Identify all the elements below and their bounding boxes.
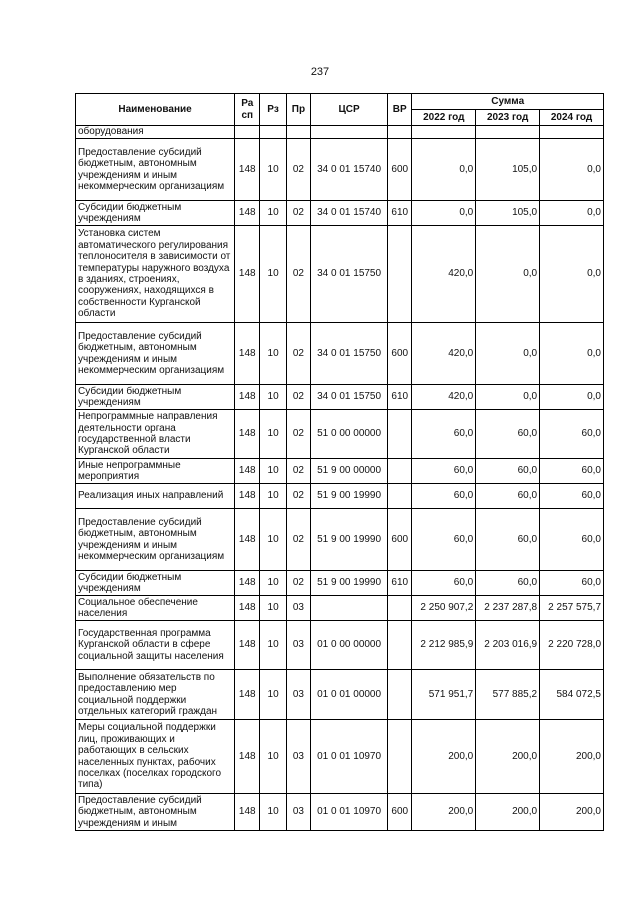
row-rasp: 148 [235,571,260,596]
row-sum-2022: 60,0 [412,571,476,596]
row-sum-2023: 105,0 [476,139,540,201]
header-csr: ЦСР [311,94,388,126]
table-row [76,596,604,621]
row-rasp: 148 [235,509,260,571]
table-row [76,410,604,459]
row-rz: 10 [260,484,286,509]
row-rasp: 148 [235,385,260,410]
row-sum-2022: 571 951,7 [412,670,476,720]
row-vr: 610 [388,201,412,226]
table-row [76,621,604,670]
row-sum-2022: 200,0 [412,794,476,831]
row-rasp: 148 [235,670,260,720]
row-sum-2024: 0,0 [540,201,604,226]
row-csr: 34 0 01 15750 [311,323,388,385]
row-sum-2024: 0,0 [540,139,604,201]
row-rasp: 148 [235,201,260,226]
row-csr: 34 0 01 15750 [311,385,388,410]
row-sum-2024 [540,126,604,139]
row-rz: 10 [260,385,286,410]
row-sum-2024: 60,0 [540,571,604,596]
row-rz: 10 [260,139,286,201]
row-pr: 03 [286,621,310,670]
row-rasp: 148 [235,139,260,201]
page-number: 237 [310,66,330,78]
row-sum-2024: 60,0 [540,459,604,484]
row-csr: 01 0 01 10970 [311,720,388,794]
row-csr: 01 0 01 10970 [311,794,388,831]
row-sum-2022: 60,0 [412,484,476,509]
row-rasp: 148 [235,720,260,794]
row-pr: 02 [286,410,310,459]
row-sum-2022: 0,0 [412,139,476,201]
row-sum-2022: 2 212 985,9 [412,621,476,670]
row-sum-2024: 60,0 [540,484,604,509]
row-sum-2022: 420,0 [412,323,476,385]
row-rz: 10 [260,596,286,621]
row-rasp: 148 [235,621,260,670]
row-sum-2024: 584 072,5 [540,670,604,720]
header-sum: Сумма [412,94,604,110]
table-row [76,323,604,385]
row-sum-2022 [412,126,476,139]
row-rz: 10 [260,201,286,226]
row-sum-2024: 0,0 [540,226,604,323]
row-vr: 600 [388,323,412,385]
table-row [76,201,604,226]
row-sum-2022: 420,0 [412,226,476,323]
table-row [76,720,604,794]
row-sum-2024: 60,0 [540,410,604,459]
row-sum-2023: 0,0 [476,323,540,385]
row-sum-2023: 200,0 [476,794,540,831]
row-sum-2022: 60,0 [412,509,476,571]
row-rz: 10 [260,226,286,323]
row-sum-2023: 105,0 [476,201,540,226]
row-name: Предоставление субсидий бюджетным, автономным учреждениям и иным [76,794,235,831]
row-rasp: 148 [235,226,260,323]
table-row [76,226,604,323]
row-csr: 34 0 01 15740 [311,139,388,201]
row-sum-2023 [476,126,540,139]
row-name: Установка систем автоматического регулирования теплоносителя в зависимости от температуры наружного воздуха в зданиях, строениях, сооружениях, находящихся в собственности Курганской области [76,226,235,323]
row-csr: 01 0 00 00000 [311,621,388,670]
row-csr: 01 0 01 00000 [311,670,388,720]
row-sum-2023: 60,0 [476,484,540,509]
row-pr: 03 [286,720,310,794]
row-name: Иные непрограммные мероприятия [76,459,235,484]
row-vr: 600 [388,794,412,831]
row-name: оборудования [76,126,235,139]
row-name: Непрограммные направления деятельности органа государственной власти Курганской области [76,410,235,459]
row-pr: 02 [286,323,310,385]
row-name: Предоставление субсидий бюджетным, автономным учреждениям и иным некоммерческим организациям [76,323,235,385]
row-sum-2023: 200,0 [476,720,540,794]
header-rasp: Ра сп [235,94,260,126]
row-vr [388,621,412,670]
row-name: Субсидии бюджетным учреждениям [76,385,235,410]
row-rz: 10 [260,621,286,670]
row-sum-2024: 2 220 728,0 [540,621,604,670]
row-csr: 51 9 00 19990 [311,484,388,509]
row-csr: 51 0 00 00000 [311,410,388,459]
row-name: Социальное обеспечение населения [76,596,235,621]
row-sum-2022: 2 250 907,2 [412,596,476,621]
row-rasp: 148 [235,323,260,385]
row-pr: 02 [286,484,310,509]
row-vr [388,410,412,459]
row-rz: 10 [260,794,286,831]
header-2024: 2024 год [540,110,604,126]
table-row [76,794,604,831]
row-pr: 02 [286,459,310,484]
row-sum-2023: 2 237 287,8 [476,596,540,621]
row-rz: 10 [260,459,286,484]
header-2023: 2023 год [476,110,540,126]
table-row [76,139,604,201]
row-rz: 10 [260,509,286,571]
row-rz: 10 [260,571,286,596]
row-sum-2022: 60,0 [412,459,476,484]
row-rz [260,126,286,139]
row-sum-2022: 200,0 [412,720,476,794]
row-pr: 03 [286,596,310,621]
row-csr: 51 9 00 00000 [311,459,388,484]
row-sum-2024: 60,0 [540,509,604,571]
row-pr: 02 [286,139,310,201]
row-name: Государственная программа Курганской области в сфере социальной защиты населения [76,621,235,670]
table-row [76,385,604,410]
row-csr: 34 0 01 15740 [311,201,388,226]
row-name: Реализация иных направлений [76,484,235,509]
header-name: Наименование [76,94,235,126]
row-csr: 51 9 00 19990 [311,509,388,571]
table-row [76,571,604,596]
table-row [76,126,604,139]
row-csr [311,126,388,139]
row-rasp: 148 [235,459,260,484]
row-sum-2023: 0,0 [476,385,540,410]
row-rasp: 148 [235,596,260,621]
row-name: Предоставление субсидий бюджетным, автономным учреждениям и иным некоммерческим организациям [76,139,235,201]
row-name: Меры социальной поддержки лиц, проживающих и работающих в сельских населенных пунктах, рабочих поселках (поселках городского типа) [76,720,235,794]
table-body [76,126,604,831]
row-sum-2022: 420,0 [412,385,476,410]
row-name: Субсидии бюджетным учреждениям [76,201,235,226]
header-rz: Рз [260,94,286,126]
row-csr: 51 9 00 19990 [311,571,388,596]
row-pr: 02 [286,201,310,226]
row-vr [388,720,412,794]
row-pr: 02 [286,571,310,596]
table-row [76,670,604,720]
row-sum-2023: 577 885,2 [476,670,540,720]
row-sum-2023: 0,0 [476,226,540,323]
row-pr [286,126,310,139]
row-pr: 02 [286,385,310,410]
row-sum-2023: 60,0 [476,509,540,571]
table-row [76,459,604,484]
row-pr: 02 [286,509,310,571]
row-csr: 34 0 01 15750 [311,226,388,323]
row-sum-2024: 200,0 [540,794,604,831]
row-vr: 600 [388,509,412,571]
row-sum-2022: 60,0 [412,410,476,459]
row-vr: 600 [388,139,412,201]
header-2022: 2022 год [412,110,476,126]
row-vr [388,459,412,484]
row-rasp: 148 [235,484,260,509]
row-vr [388,596,412,621]
row-pr: 03 [286,794,310,831]
row-vr [388,484,412,509]
row-name: Выполнение обязательств по предоставлению мер социальной поддержки отдельных категорий граждан [76,670,235,720]
row-name: Предоставление субсидий бюджетным, автономным учреждениям и иным некоммерческим организациям [76,509,235,571]
row-csr [311,596,388,621]
row-rz: 10 [260,670,286,720]
row-sum-2023: 2 203 016,9 [476,621,540,670]
row-rz: 10 [260,720,286,794]
row-sum-2023: 60,0 [476,459,540,484]
row-rasp: 148 [235,794,260,831]
row-sum-2022: 0,0 [412,201,476,226]
row-sum-2023: 60,0 [476,410,540,459]
table-row [76,484,604,509]
row-sum-2024: 200,0 [540,720,604,794]
row-vr: 610 [388,571,412,596]
row-rasp: 148 [235,410,260,459]
row-rasp [235,126,260,139]
row-vr [388,126,412,139]
row-pr: 02 [286,226,310,323]
row-sum-2023: 60,0 [476,571,540,596]
row-sum-2024: 0,0 [540,323,604,385]
table-row [76,509,604,571]
row-pr: 03 [286,670,310,720]
row-sum-2024: 0,0 [540,385,604,410]
header-vr: ВР [388,94,412,126]
row-rz: 10 [260,410,286,459]
row-vr [388,670,412,720]
row-vr [388,226,412,323]
row-rz: 10 [260,323,286,385]
row-vr: 610 [388,385,412,410]
row-sum-2024: 2 257 575,7 [540,596,604,621]
header-pr: Пр [286,94,310,126]
budget-table [75,93,604,831]
row-name: Субсидии бюджетным учреждениям [76,571,235,596]
